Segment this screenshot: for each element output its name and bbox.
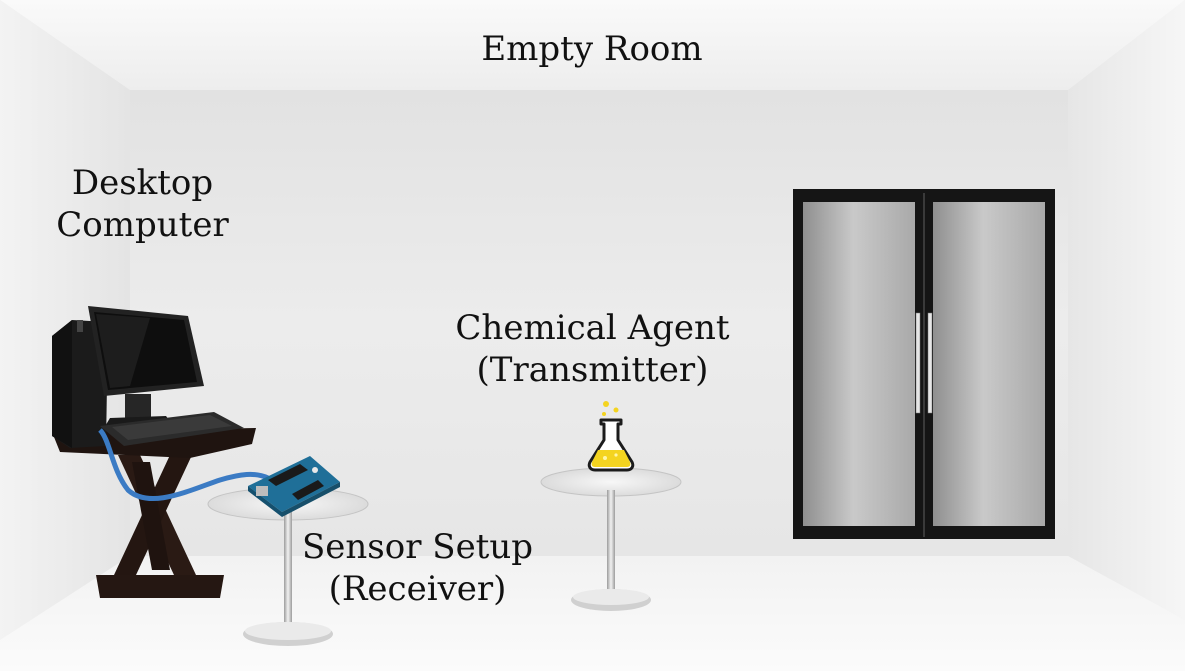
chemical-agent-label-line2: (Transmitter): [476, 350, 709, 390]
glass-door-icon: [793, 189, 1055, 539]
desktop-computer-label-line2: Computer: [56, 205, 229, 245]
chemical-agent-label: [430, 307, 755, 391]
sensor-setup-label-line1: Sensor Setup: [301, 527, 534, 567]
sensor-setup-label: [280, 526, 555, 610]
room-title: Empty Room: [481, 29, 703, 69]
chemical-agent-label-line1: Chemical Agent: [455, 308, 730, 348]
desktop-computer-label-line1: Desktop: [71, 163, 214, 203]
desktop-computer-label: [20, 162, 265, 246]
sensor-setup-label-line2: (Receiver): [328, 569, 507, 609]
